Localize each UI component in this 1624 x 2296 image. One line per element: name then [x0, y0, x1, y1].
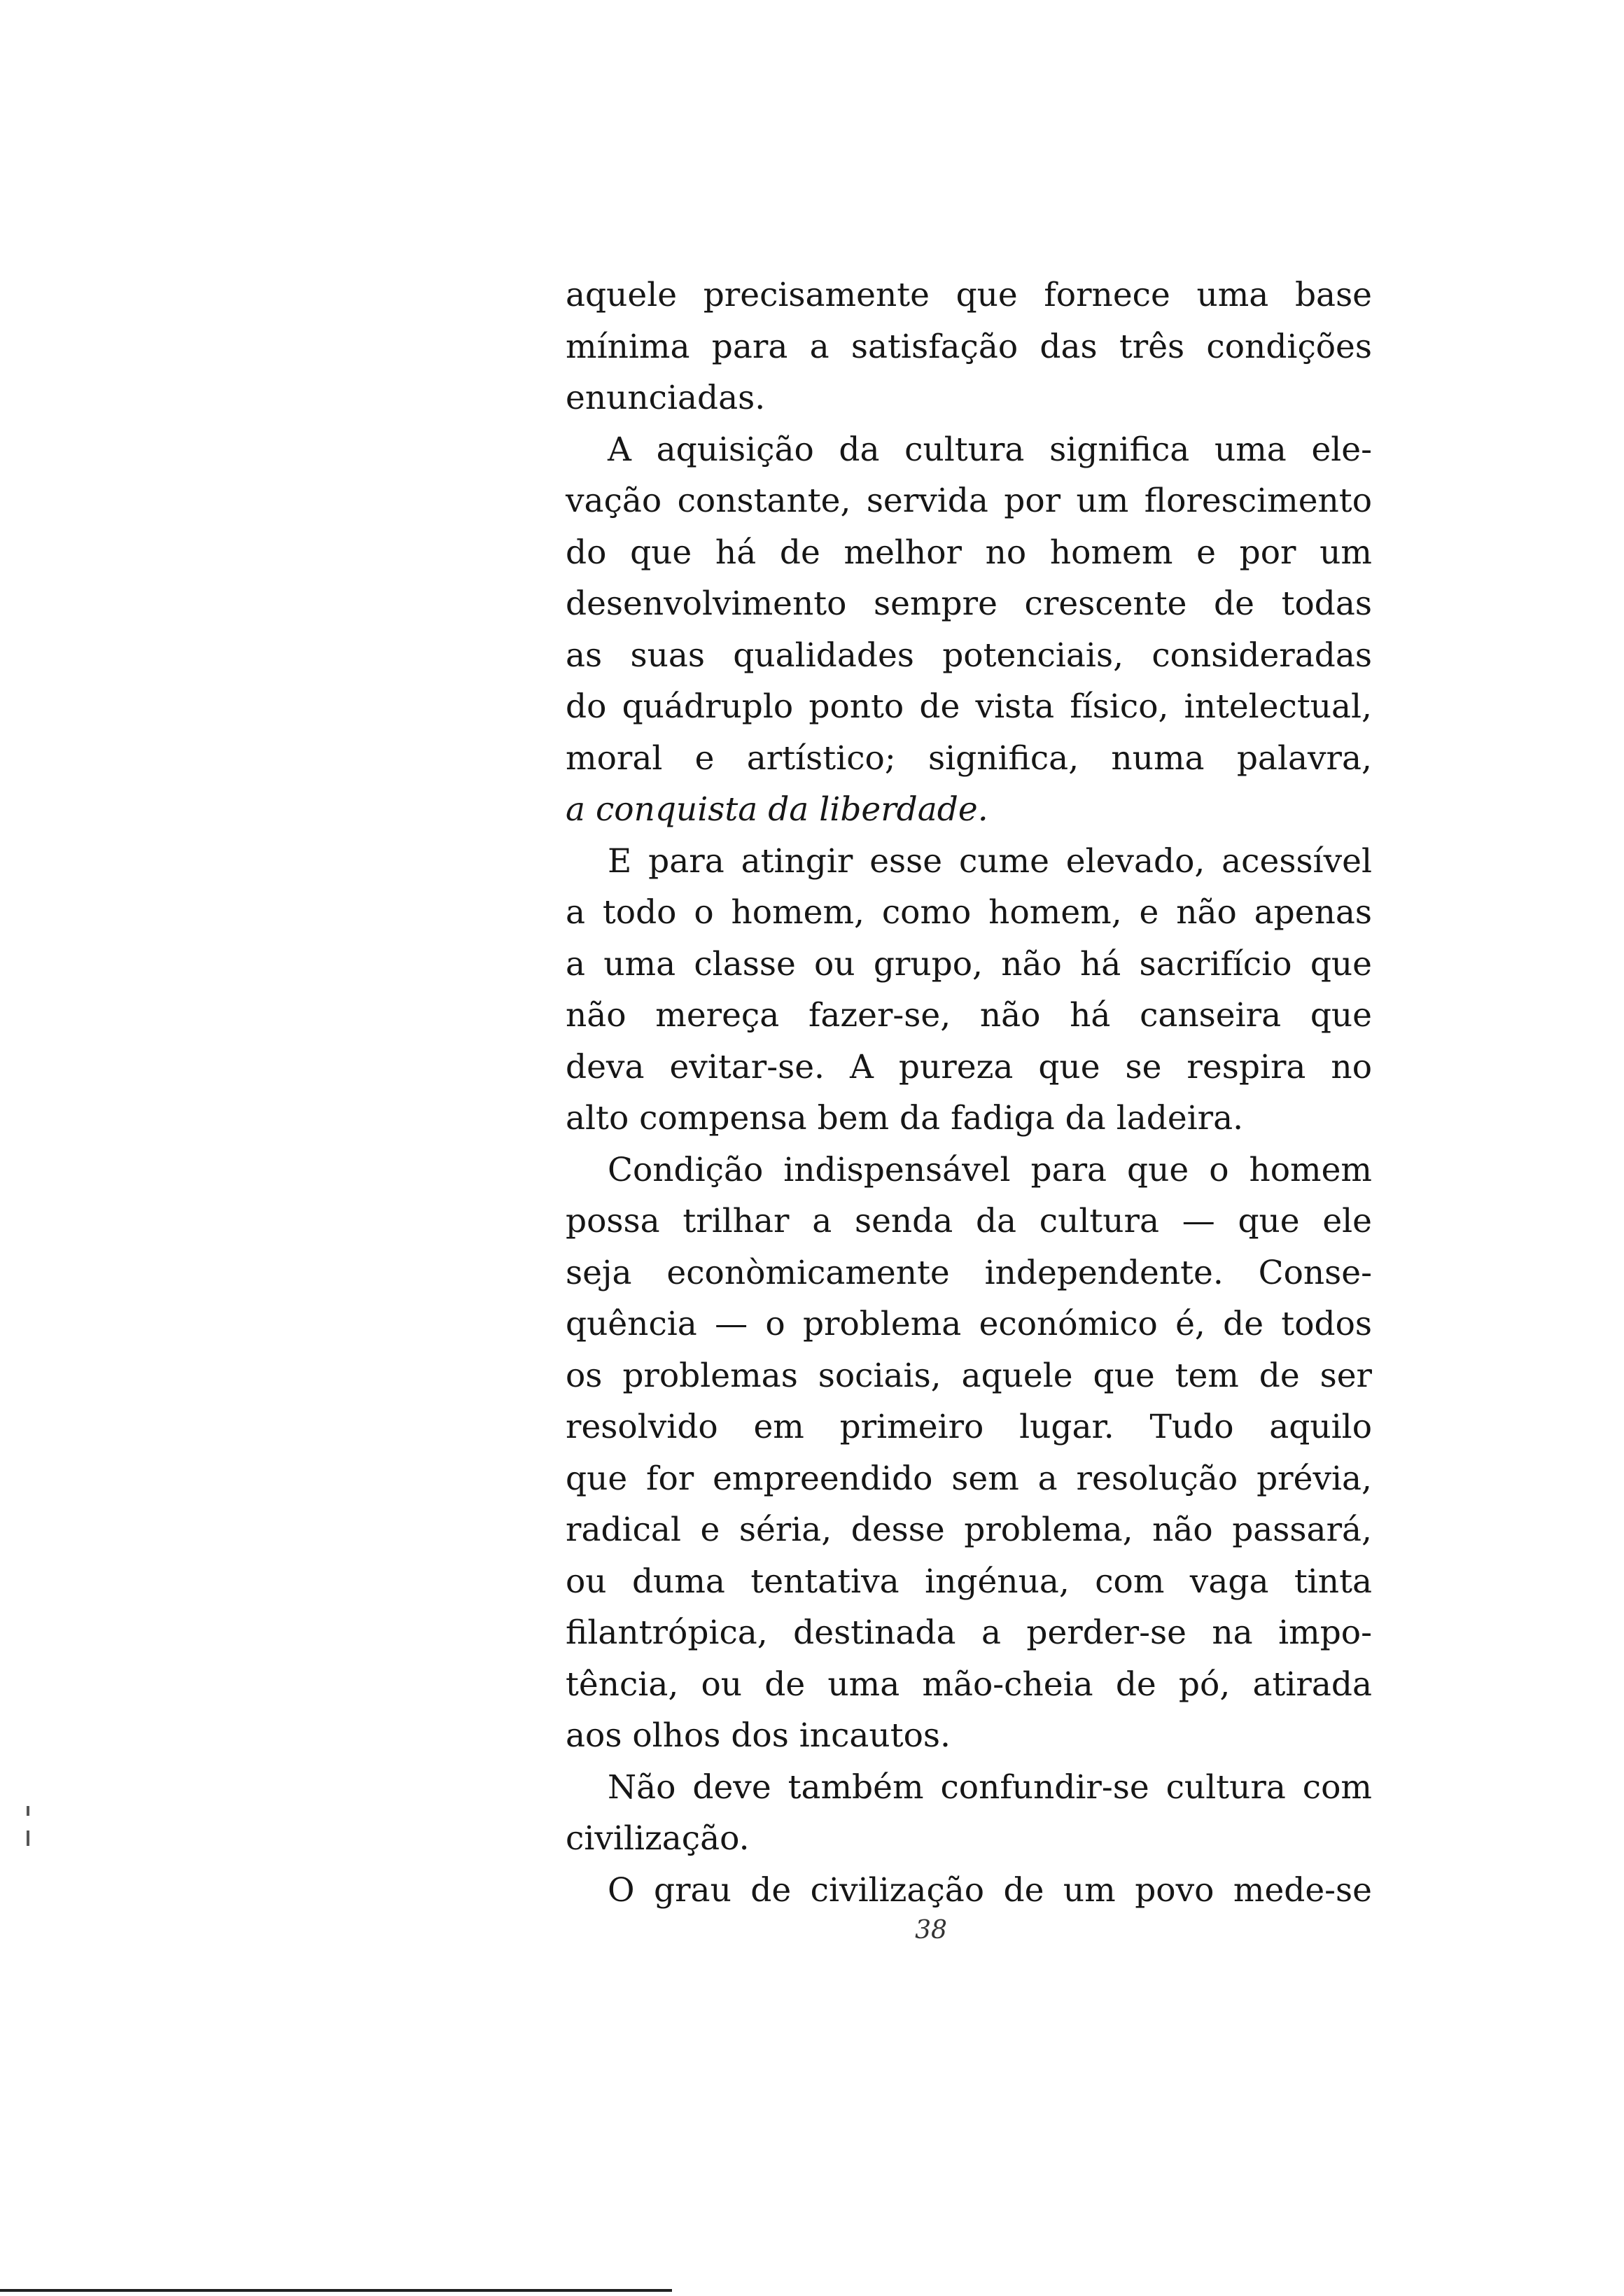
text-line: radical e séria, desse problema, não passará, — [566, 1511, 1372, 1549]
line-wrapper — [566, 1556, 1372, 1608]
line-wrapper — [566, 1710, 1372, 1762]
line-wrapper — [566, 1401, 1372, 1453]
line-wrapper — [566, 1042, 1372, 1093]
line-wrapper — [566, 836, 1372, 888]
scan-edge-line — [0, 2289, 672, 2292]
text-line: resolvido em primeiro lugar. Tudo aquilo — [566, 1408, 1372, 1446]
text-line: aos olhos dos incautos. — [566, 1716, 951, 1755]
line-wrapper — [566, 1607, 1372, 1659]
text-line: quência — o problema económico é, de todos — [566, 1305, 1372, 1343]
text-line: O grau de civilização de um povo mede-se — [608, 1870, 1372, 1910]
line-wrapper — [566, 1762, 1372, 1814]
text-line: ou duma tentativa ingénua, com vaga tinta — [566, 1562, 1372, 1601]
text-line: aquele precisamente que fornece uma base — [566, 276, 1372, 314]
text-line: A aquisição da cultura significa uma ele- — [608, 430, 1372, 469]
scan-speck — [27, 1830, 29, 1846]
text-line: Não deve também confundir-se cultura com — [608, 1768, 1372, 1807]
line-wrapper — [566, 1813, 1372, 1865]
line-wrapper — [566, 939, 1372, 990]
line-wrapper — [566, 270, 1372, 321]
text-line: civilização. — [566, 1819, 750, 1858]
line-wrapper — [566, 1247, 1372, 1299]
line-wrapper — [566, 1504, 1372, 1556]
line-wrapper — [566, 784, 1372, 836]
line-wrapper — [566, 1093, 1372, 1144]
text-line: deva evitar-se. A pureza que se respira no — [566, 1047, 1372, 1086]
text-line: a todo o homem, como homem, e não apenas — [566, 893, 1372, 932]
text-line: possa trilhar a senda da cultura — que ele — [566, 1202, 1372, 1240]
line-wrapper — [566, 1865, 1372, 1917]
line-wrapper — [566, 1453, 1372, 1505]
body-text — [566, 270, 1372, 1916]
line-wrapper — [566, 681, 1372, 733]
text-line: E para atingir esse cume elevado, acessível — [608, 841, 1372, 881]
text-line: os problemas sociais, aquele que tem de ser — [566, 1356, 1372, 1395]
text-line: que for empreendido sem a resolução prévia, — [566, 1459, 1372, 1498]
text-line: filantrópica, destinada a perder-se na impo- — [566, 1614, 1372, 1652]
line-wrapper — [566, 733, 1372, 785]
page-number: 38 — [915, 1916, 947, 1945]
text-line: seja econòmicamente independente. Conse- — [566, 1253, 1372, 1292]
line-wrapper — [566, 424, 1372, 476]
line-wrapper — [566, 1298, 1372, 1350]
text-line: vação constante, servida por um florescimento — [566, 482, 1372, 520]
line-wrapper — [566, 372, 1372, 424]
line-wrapper — [566, 321, 1372, 373]
text-line: a uma classe ou grupo, não há sacrifício que — [566, 944, 1372, 983]
text-line: desenvolvimento sempre crescente de todas — [566, 584, 1372, 623]
text-line: mínima para a satisfação das três condições — [566, 327, 1372, 366]
text-line: não mereça fazer-se, não há canseira que — [566, 996, 1372, 1035]
line-wrapper — [566, 578, 1372, 630]
line-wrapper — [566, 1144, 1372, 1196]
text-line: a conquista da liberdade. — [566, 790, 988, 829]
line-wrapper — [566, 1350, 1372, 1402]
scan-speck — [27, 1806, 29, 1816]
text-line: enunciadas. — [566, 379, 766, 417]
text-line: do quádruplo ponto de vista físico, intelectual, — [566, 687, 1372, 726]
line-wrapper — [566, 527, 1372, 579]
line-wrapper — [566, 1659, 1372, 1711]
text-line: alto compensa bem da fadiga da ladeira. — [566, 1099, 1244, 1138]
text-line: Condição indispensável para que o homem — [608, 1150, 1372, 1189]
text-line: do que há de melhor no homem e por um — [566, 533, 1372, 572]
text-line: as suas qualidades potenciais, consideradas — [566, 636, 1372, 675]
text-line: tência, ou de uma mão-cheia de pó, atirada — [566, 1665, 1372, 1704]
line-wrapper — [566, 1196, 1372, 1247]
text-line: moral e artístico; significa, numa palavra, — [566, 738, 1372, 778]
line-wrapper — [566, 630, 1372, 682]
line-wrapper — [566, 475, 1372, 527]
line-wrapper — [566, 990, 1372, 1042]
line-wrapper — [566, 887, 1372, 939]
